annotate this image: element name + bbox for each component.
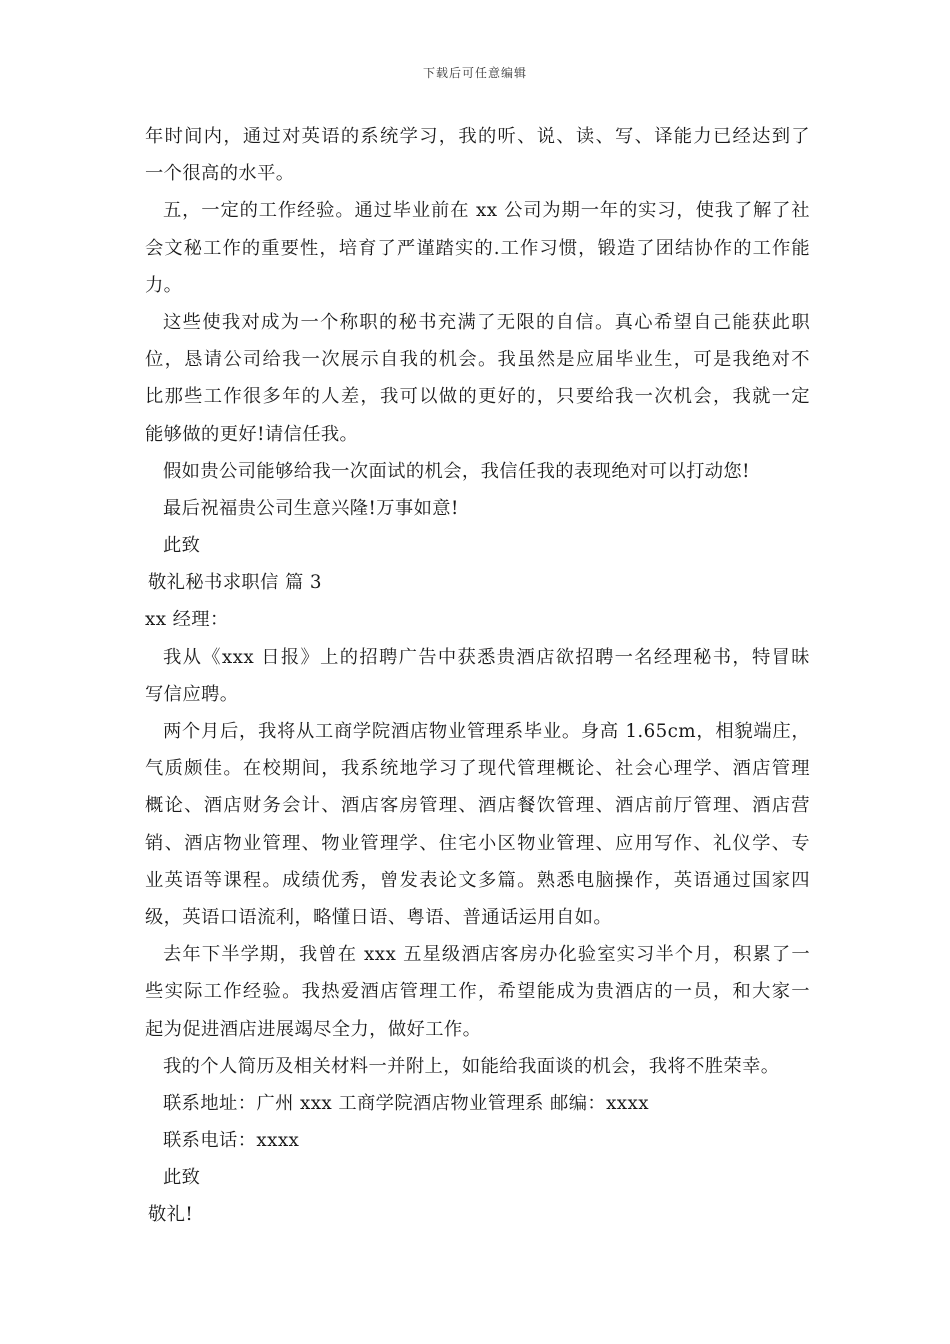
text-line: 联系地址：广州 xxx 工商学院酒店物业管理系 邮编：xxxx bbox=[163, 1092, 649, 1114]
text-line: 最后祝福贵公司生意兴隆!万事如意! bbox=[163, 497, 459, 519]
text-line: 我从《xxx 日报》上的招聘广告中获悉贵酒店欲招聘一名经理秘书，特冒昧 bbox=[163, 646, 810, 668]
text-line: 会文秘工作的重要性，培育了严谨踏实的.工作习惯，锻造了团结协作的工作能 bbox=[145, 237, 810, 259]
text-line: 销、酒店物业管理、物业管理学、住宅小区物业管理、应用写作、礼仪学、专 bbox=[145, 832, 810, 854]
text-line: 联系电话：xxxx bbox=[163, 1130, 300, 1152]
text-line: 两个月后，我将从工商学院酒店物业管理系毕业。身高 1.65cm，相貌端庄， bbox=[163, 721, 810, 742]
text-line: 去年下半学期，我曾在 xxx 五星级酒店客房办化验室实习半个月，积累了一 bbox=[163, 944, 810, 966]
text-line: 概论、酒店财务会计、酒店客房管理、酒店餐饮管理、酒店前厅管理、酒店营 bbox=[145, 795, 810, 817]
document-body bbox=[145, 118, 810, 1234]
text-line: 写信应聘。 bbox=[145, 683, 239, 705]
text-line: 业英语等课程。成绩优秀，曾发表论文多篇。熟悉电脑操作，英语通过国家四 bbox=[145, 869, 810, 891]
text-line: xx 经理： bbox=[145, 609, 229, 631]
text-line: 假如贵公司能够给我一次面试的机会，我信任我的表现绝对可以打动您! bbox=[163, 460, 750, 482]
text-line: 这些使我对成为一个称职的秘书充满了无限的自信。真心希望自己能获此职 bbox=[163, 311, 810, 333]
text-line: 五，一定的工作经验。通过毕业前在 xx 公司为期一年的实习，使我了解了社 bbox=[163, 200, 810, 222]
text-line: 敬礼! bbox=[148, 1204, 194, 1226]
text-line: 我的个人简历及相关材料一并附上，如能给我面谈的机会，我将不胜荣幸。 bbox=[163, 1055, 780, 1077]
page-header: 下载后可任意编辑 bbox=[422, 66, 527, 80]
text-line: 力。 bbox=[145, 274, 183, 296]
text-line: 比那些工作很多年的人差，我可以做的更好的，只要给我一次机会，我就一定 bbox=[145, 386, 810, 408]
text-line: 起为促进酒店进展竭尽全力，做好工作。 bbox=[145, 1018, 482, 1040]
text-line: 敬礼秘书求职信 篇 3 bbox=[148, 572, 322, 594]
text-line: 气质颇佳。在校期间，我系统地学习了现代管理概论、社会心理学、酒店管理 bbox=[145, 758, 810, 780]
text-line: 年时间内，通过对英语的系统学习，我的听、说、读、写、译能力已经达到了 bbox=[145, 126, 810, 147]
text-line: 此致 bbox=[163, 535, 201, 557]
text-line: 级，英语口语流利，略懂日语、粤语、普通话运用自如。 bbox=[145, 906, 613, 928]
text-line: 位，恳请公司给我一次展示自我的机会。我虽然是应届毕业生，可是我绝对不 bbox=[145, 349, 810, 371]
text-line: 些实际工作经验。我热爱酒店管理工作，希望能成为贵酒店的一员，和大家一 bbox=[145, 981, 810, 1003]
text-line: 此致 bbox=[163, 1167, 201, 1189]
text-line: 能够做的更好!请信任我。 bbox=[145, 423, 359, 445]
text-line: 一个很高的水平。 bbox=[145, 163, 295, 185]
